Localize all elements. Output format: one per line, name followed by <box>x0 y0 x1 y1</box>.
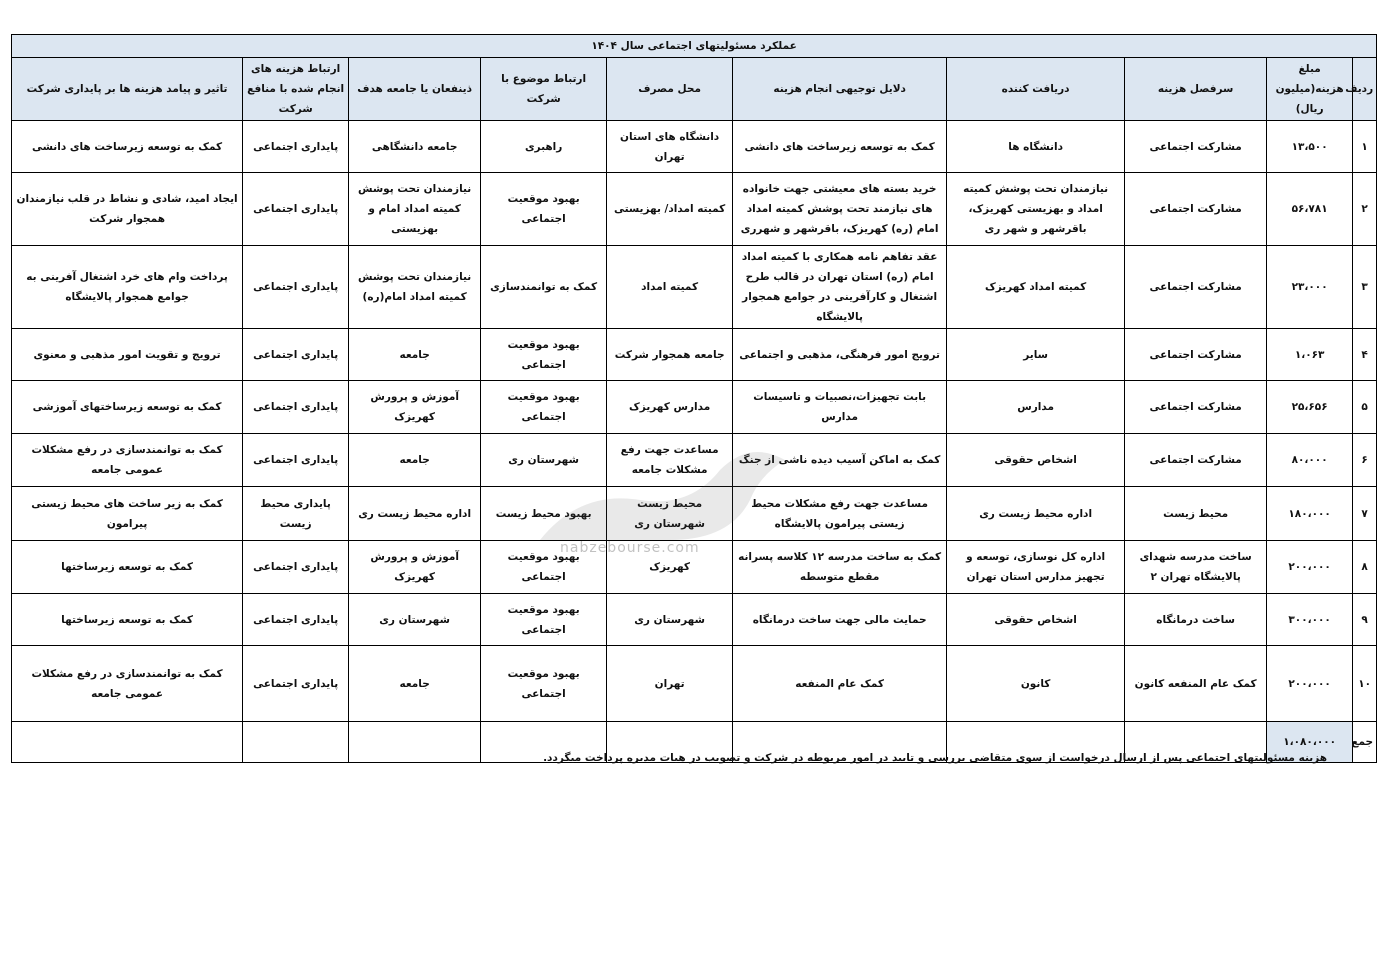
cell-row-number: ۳ <box>1353 246 1377 329</box>
cell-category: مشارکت اجتماعی <box>1125 381 1267 434</box>
header-relation: ارتباط موضوع با شرکت <box>481 58 607 121</box>
cell-category: کمک عام المنفعه کانون <box>1125 646 1267 722</box>
header-beneficiaries: ذینفعان یا جامعه هدف <box>349 58 481 121</box>
cell-place: جامعه همجوار شرکت <box>607 329 733 381</box>
header-row <box>12 58 1377 121</box>
cell-place: محیط زیست شهرستان ری <box>607 487 733 541</box>
footnote-text: هزینه مسئولیتهای اجتماعی پس از ارسال درخواست از سوی متقاضی بررسی و تایید در امور مربوطه در شرکت و تصویب در هیات مدیره پرداخت میگردد. <box>543 752 1327 764</box>
cell-impact: پرداخت وام های خرد اشتغال آفرینی به جوامع همجوار پالایشگاه <box>12 246 243 329</box>
cell-amount: ۱۳،۵۰۰ <box>1267 121 1353 173</box>
cell-relation: کمک به توانمندسازی <box>481 246 607 329</box>
cell-impact: کمک به زیر ساخت های محیط زیستی پیرامون <box>12 487 243 541</box>
cell-interest: پایداری محیط زیست <box>243 487 349 541</box>
cell-category: مشارکت اجتماعی <box>1125 121 1267 173</box>
cell-interest: پایداری اجتماعی <box>243 381 349 434</box>
cell-interest: پایداری اجتماعی <box>243 434 349 487</box>
cell-recipient: نیازمندان تحت پوشش کمیته امداد و بهزیستی کهریزک، باقرشهر و شهر ری <box>947 173 1125 246</box>
csr-table <box>11 34 1377 763</box>
cell-reasons: مساعدت جهت رفع مشکلات محیط زیستی پیرامون پالایشگاه <box>733 487 947 541</box>
table-row <box>12 329 1377 381</box>
header-row-number: ردیف <box>1353 58 1377 121</box>
cell-impact: کمک به توانمندسازی در رفع مشکلات عمومی جامعه <box>12 434 243 487</box>
cell-reasons: حمایت مالی جهت ساخت درمانگاه <box>733 594 947 646</box>
cell-amount: ۳۰۰،۰۰۰ <box>1267 594 1353 646</box>
cell-beneficiaries: جامعه <box>349 434 481 487</box>
cell-relation: بهبود موقعیت اجتماعی <box>481 646 607 722</box>
cell-place: دانشگاه های استان تهران <box>607 121 733 173</box>
header-category: سرفصل هزینه <box>1125 58 1267 121</box>
cell-beneficiaries: جامعه دانشگاهی <box>349 121 481 173</box>
watermark-url: nabzebourse.com <box>560 540 700 556</box>
cell-impact: کمک به توسعه زیرساختهای آموزشی <box>12 381 243 434</box>
cell-category: مشارکت اجتماعی <box>1125 434 1267 487</box>
cell-place: مساعدت جهت رفع مشکلات جامعه <box>607 434 733 487</box>
cell-reasons: ترویج امور فرهنگی، مذهبی و اجتماعی <box>733 329 947 381</box>
cell-impact: ایجاد امید، شادی و نشاط در قلب نیازمندان همجوار شرکت <box>12 173 243 246</box>
cell-place: کمیته امداد <box>607 246 733 329</box>
cell-relation: بهبود موقعیت اجتماعی <box>481 594 607 646</box>
cell-relation: شهرستان ری <box>481 434 607 487</box>
cell-interest: پایداری اجتماعی <box>243 646 349 722</box>
cell-recipient: مدارس <box>947 381 1125 434</box>
cell-beneficiaries: نیازمندان تحت پوشش کمیته امداد امام و بهزیستی <box>349 173 481 246</box>
cell-beneficiaries: جامعه <box>349 646 481 722</box>
cell-recipient: دانشگاه ها <box>947 121 1125 173</box>
cell-category: ساخت درمانگاه <box>1125 594 1267 646</box>
cell-beneficiaries: آموزش و پرورش کهریزک <box>349 541 481 594</box>
cell-category: مشارکت اجتماعی <box>1125 246 1267 329</box>
cell-impact: کمک به توسعه زیرساخت های دانشی <box>12 121 243 173</box>
cell-place: شهرستان ری <box>607 594 733 646</box>
cell-reasons: کمک به توسعه زیرساخت های دانشی <box>733 121 947 173</box>
cell-recipient: اداره کل نوسازی، توسعه و تجهیز مدارس استان تهران <box>947 541 1125 594</box>
cell-row-number: ۱۰ <box>1353 646 1377 722</box>
cell-interest: پایداری اجتماعی <box>243 173 349 246</box>
cell-place: تهران <box>607 646 733 722</box>
cell-row-number: ۱ <box>1353 121 1377 173</box>
cell-recipient: کمیته امداد کهریزک <box>947 246 1125 329</box>
cell-amount: ۲۳،۰۰۰ <box>1267 246 1353 329</box>
table-row <box>12 594 1377 646</box>
cell-place: کمیته امداد/ بهزیستی <box>607 173 733 246</box>
total-label: جمع <box>1353 722 1377 763</box>
cell-amount: ۸۰،۰۰۰ <box>1267 434 1353 487</box>
cell-recipient: اداره محیط زیست ری <box>947 487 1125 541</box>
cell-beneficiaries: آموزش و پرورش کهریزک <box>349 381 481 434</box>
cell-relation: بهبود موقعیت اجتماعی <box>481 541 607 594</box>
cell-row-number: ۹ <box>1353 594 1377 646</box>
table-title: عملکرد مسئولیتهای اجتماعی سال ۱۴۰۴ <box>12 35 1377 58</box>
cell-amount: ۲۰۰،۰۰۰ <box>1267 541 1353 594</box>
header-interest: ارتباط هزینه های انجام شده با منافع شرکت <box>243 58 349 121</box>
cell-interest: پایداری اجتماعی <box>243 541 349 594</box>
cell-interest: پایداری اجتماعی <box>243 246 349 329</box>
header-impact: تاثیر و پیامد هزینه ها بر پایداری شرکت <box>12 58 243 121</box>
cell-reasons: کمک عام المنفعه <box>733 646 947 722</box>
cell-place: مدارس کهریزک <box>607 381 733 434</box>
cell-amount: ۲۵،۶۵۶ <box>1267 381 1353 434</box>
cell-relation: بهبود محیط زیست <box>481 487 607 541</box>
empty-cell <box>243 722 349 763</box>
cell-row-number: ۷ <box>1353 487 1377 541</box>
cell-category: محیط زیست <box>1125 487 1267 541</box>
cell-category: مشارکت اجتماعی <box>1125 173 1267 246</box>
header-amount: مبلغ هزینه(میلیون ریال) <box>1267 58 1353 121</box>
cell-recipient: سایر <box>947 329 1125 381</box>
cell-reasons: بابت تجهیزات،نصبیات و تاسیسات مدارس <box>733 381 947 434</box>
cell-recipient: اشخاص حقوقی <box>947 434 1125 487</box>
empty-cell <box>12 722 243 763</box>
cell-impact: ترویج و تقویت امور مذهبی و معنوی <box>12 329 243 381</box>
cell-impact: کمک به توانمندسازی در رفع مشکلات عمومی جامعه <box>12 646 243 722</box>
header-reasons: دلایل توجیهی انجام هزینه <box>733 58 947 121</box>
table-row <box>12 487 1377 541</box>
cell-row-number: ۲ <box>1353 173 1377 246</box>
header-recipient: دریافت کننده <box>947 58 1125 121</box>
cell-reasons: کمک به اماکن آسیب دیده ناشی از جنگ <box>733 434 947 487</box>
cell-beneficiaries: جامعه <box>349 329 481 381</box>
cell-place: کهریزک <box>607 541 733 594</box>
cell-relation: بهبود موقعیت اجتماعی <box>481 381 607 434</box>
cell-amount: ۱۸۰،۰۰۰ <box>1267 487 1353 541</box>
cell-row-number: ۴ <box>1353 329 1377 381</box>
cell-interest: پایداری اجتماعی <box>243 121 349 173</box>
cell-reasons: کمک به ساخت مدرسه ۱۲ کلاسه پسرانه مقطع متوسطه <box>733 541 947 594</box>
table-row <box>12 434 1377 487</box>
csr-report-sheet <box>11 34 1376 763</box>
cell-reasons: خرید بسته های معیشتی جهت خانواده های نیازمند تحت پوشش کمیته امداد امام (ره) کهریزک، باقرشهر و شهرری <box>733 173 947 246</box>
total-amount: ۱،۰۸۰،۰۰۰ <box>1267 722 1353 763</box>
cell-amount: ۱،۰۶۳ <box>1267 329 1353 381</box>
cell-impact: کمک به توسعه زیرساختها <box>12 541 243 594</box>
cell-beneficiaries: نیازمندان تحت پوشش کمیته امداد امام(ره) <box>349 246 481 329</box>
cell-interest: پایداری اجتماعی <box>243 594 349 646</box>
cell-amount: ۵۶،۷۸۱ <box>1267 173 1353 246</box>
cell-relation: بهبود موقعیت اجتماعی <box>481 173 607 246</box>
table-row <box>12 646 1377 722</box>
cell-recipient: کانون <box>947 646 1125 722</box>
cell-reasons: عقد تفاهم نامه همکاری با کمیته امداد امام (ره) استان تهران در قالب طرح اشتغال و کارآفرینی در جوامع همجوار پالایشگاه <box>733 246 947 329</box>
cell-row-number: ۶ <box>1353 434 1377 487</box>
cell-amount: ۲۰۰،۰۰۰ <box>1267 646 1353 722</box>
cell-category: ساخت مدرسه شهدای پالایشگاه تهران ۲ <box>1125 541 1267 594</box>
empty-cell <box>349 722 481 763</box>
table-row <box>12 121 1377 173</box>
table-row <box>12 246 1377 329</box>
cell-relation: بهبود موقعیت اجتماعی <box>481 329 607 381</box>
cell-beneficiaries: اداره محیط زیست ری <box>349 487 481 541</box>
table-row <box>12 173 1377 246</box>
cell-category: مشارکت اجتماعی <box>1125 329 1267 381</box>
table-row <box>12 381 1377 434</box>
cell-row-number: ۸ <box>1353 541 1377 594</box>
cell-recipient: اشخاص حقوقی <box>947 594 1125 646</box>
cell-row-number: ۵ <box>1353 381 1377 434</box>
cell-interest: پایداری اجتماعی <box>243 329 349 381</box>
header-place: محل مصرف <box>607 58 733 121</box>
cell-beneficiaries: شهرستان ری <box>349 594 481 646</box>
cell-relation: راهبری <box>481 121 607 173</box>
cell-impact: کمک به توسعه زیرساختها <box>12 594 243 646</box>
